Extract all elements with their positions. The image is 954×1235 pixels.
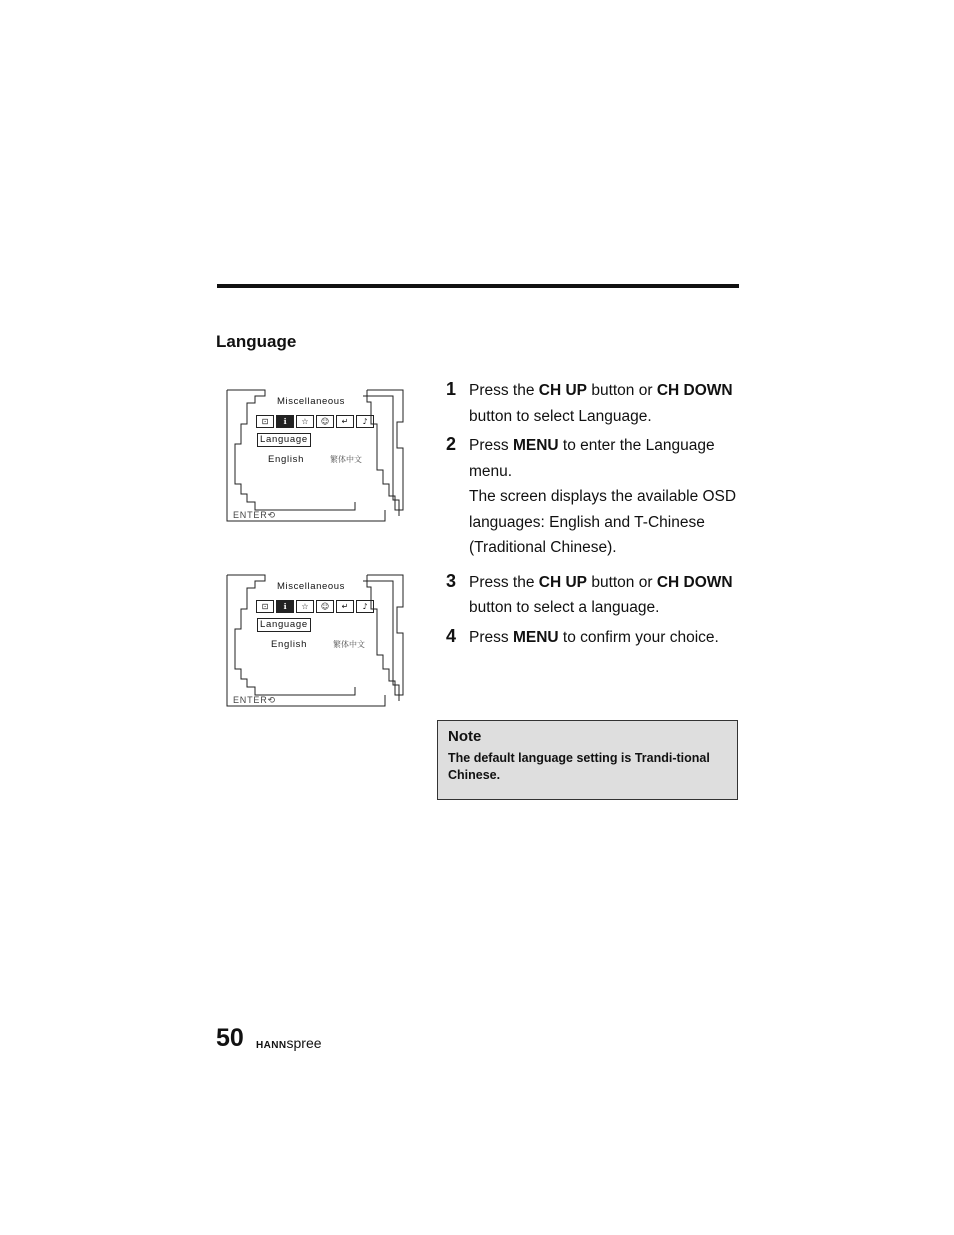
step-4 — [446, 625, 746, 651]
osd-icon-bar — [256, 415, 374, 428]
step-text: button or — [587, 382, 657, 399]
step-text: to confirm your choice. — [558, 628, 719, 646]
osd-title: Miscellaneous — [277, 581, 345, 592]
osd-language-label[interactable]: Language — [257, 618, 311, 632]
osd-frame — [225, 388, 407, 524]
step-2-detail: The screen displays the available OSD languages: English and T-Chinese (Traditional Chinese). — [469, 488, 737, 556]
step-2 — [446, 433, 746, 561]
star-icon[interactable]: ☆ — [296, 415, 314, 428]
osd-enter-hint — [233, 510, 276, 521]
osd-title: Miscellaneous — [277, 396, 345, 407]
osd-icon-bar — [256, 600, 374, 613]
step-text: Press — [469, 628, 513, 646]
header-rule — [217, 284, 739, 288]
info-icon[interactable]: ℹ — [276, 600, 294, 613]
step-text: button to select Language. — [469, 407, 652, 425]
button-name: MENU — [512, 437, 559, 454]
step-3 — [446, 570, 746, 621]
osd-frame — [225, 573, 407, 709]
osd-enter-text: ENTER — [233, 510, 268, 520]
return-icon[interactable]: ↵ — [336, 415, 354, 428]
picture-icon[interactable]: ⊡ — [256, 415, 274, 428]
note-label: Note — [448, 728, 482, 745]
step-text: button or — [587, 573, 657, 591]
step-text: to enter the Language menu. — [469, 437, 715, 480]
step-text: button to select a language. — [469, 599, 660, 616]
osd-option-english[interactable]: English — [268, 454, 305, 465]
enter-icon: ⟲ — [267, 695, 276, 705]
note-box — [437, 720, 738, 800]
button-name: CH UP — [538, 573, 588, 591]
button-name: CH UP — [538, 382, 588, 399]
osd-language-label[interactable]: Language — [257, 433, 311, 447]
button-name: CH DOWN — [656, 382, 733, 399]
instruction-steps — [446, 378, 746, 650]
step-1 — [446, 378, 746, 429]
return-icon[interactable]: ↵ — [336, 600, 354, 613]
osd-option-english[interactable]: English — [271, 639, 308, 650]
step-text: Press — [469, 437, 513, 454]
info-icon[interactable]: ℹ — [276, 415, 294, 428]
sound-icon[interactable]: ♪ — [356, 415, 374, 428]
osd-option-chinese[interactable]: 繁体中文 — [330, 455, 362, 464]
note-text: The default language setting is Trandi-tional Chinese. — [448, 751, 710, 782]
brand-logo — [256, 1035, 322, 1051]
picture-icon[interactable]: ⊡ — [256, 600, 274, 613]
button-name: CH DOWN — [656, 573, 733, 591]
osd-screen-2 — [225, 573, 407, 709]
page-number: 50 — [216, 1024, 244, 1052]
star-icon[interactable]: ☆ — [296, 600, 314, 613]
brand-bold: HANN — [256, 1040, 287, 1051]
step-number: 4 — [446, 625, 457, 646]
enter-icon: ⟲ — [267, 510, 276, 520]
brand-light: spree — [286, 1035, 322, 1051]
step-number: 2 — [446, 434, 457, 454]
osd-enter-hint — [233, 695, 276, 706]
step-text: Press the — [469, 382, 539, 399]
face-icon[interactable]: ☺ — [316, 600, 334, 613]
face-icon[interactable]: ☺ — [316, 415, 334, 428]
osd-screen-1 — [225, 388, 407, 524]
section-title: Language — [216, 332, 297, 351]
step-number: 3 — [446, 570, 457, 591]
button-name: MENU — [512, 628, 559, 646]
step-text: Press the — [469, 573, 539, 591]
osd-enter-text: ENTER — [233, 695, 268, 705]
sound-icon[interactable]: ♪ — [356, 600, 374, 613]
step-number: 1 — [446, 379, 457, 399]
osd-option-chinese[interactable]: 繁体中文 — [333, 640, 365, 649]
